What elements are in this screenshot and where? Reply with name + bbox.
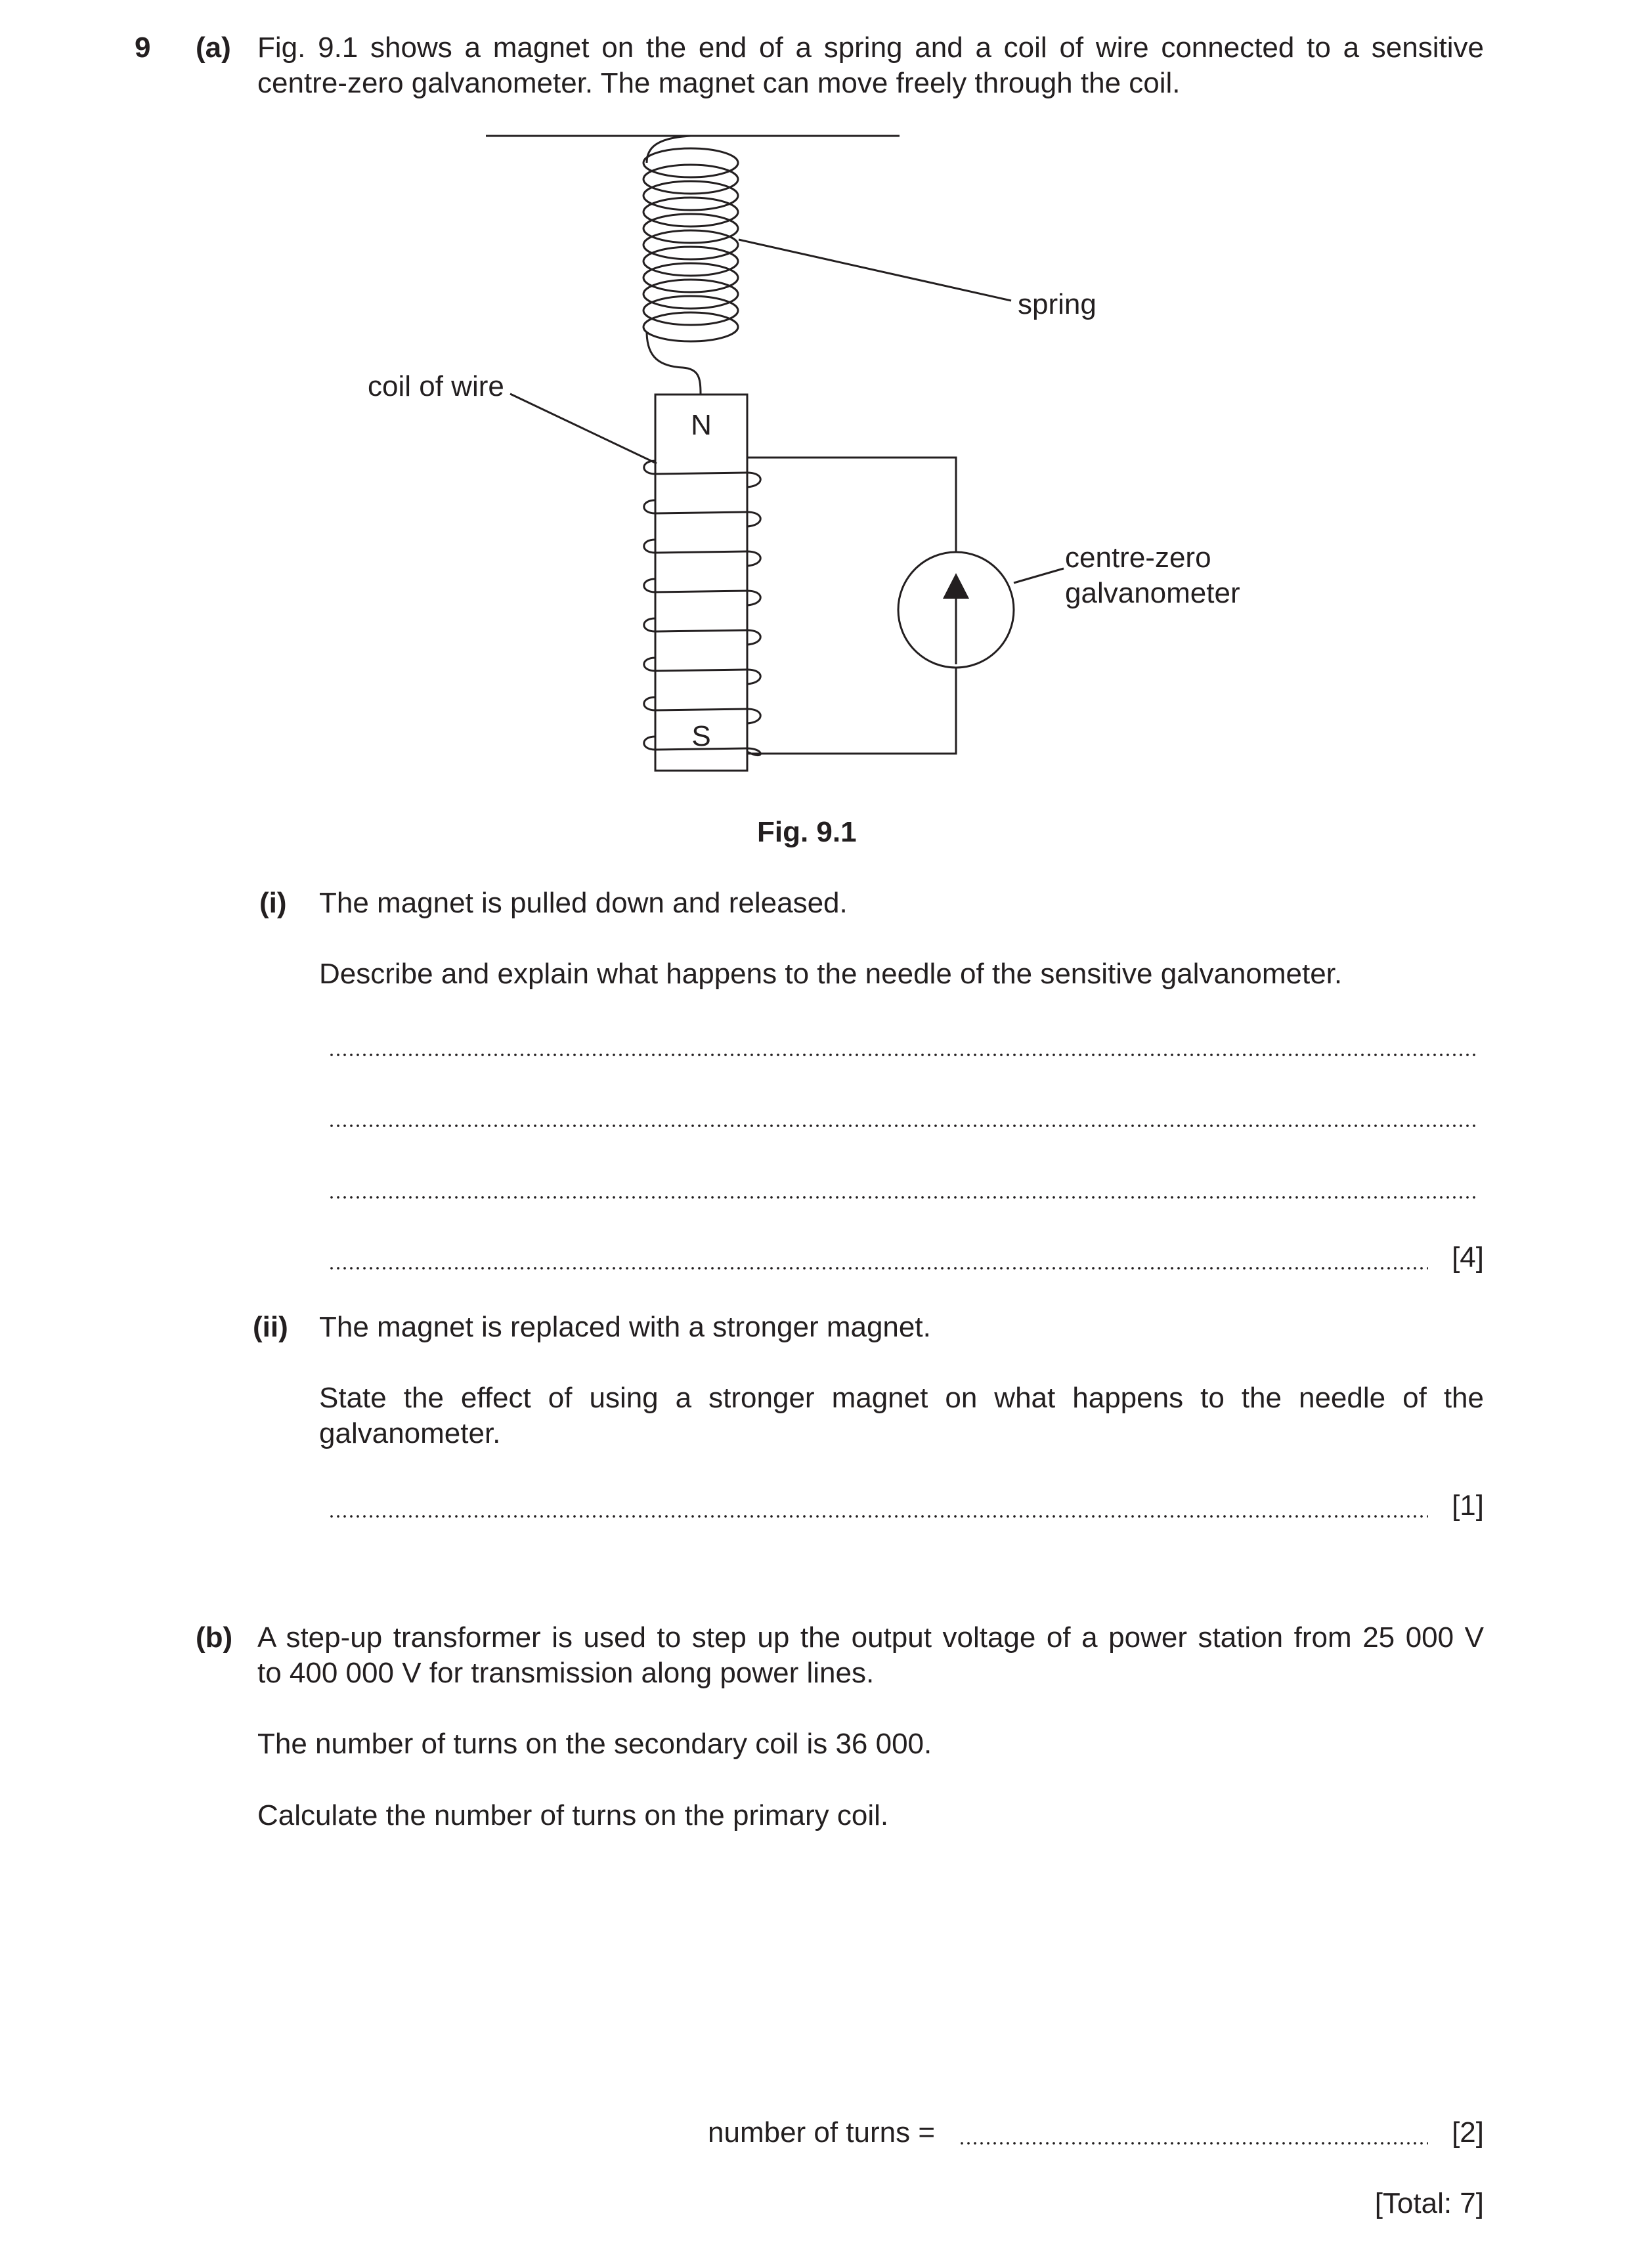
galvanometer-label-line1: centre-zero bbox=[1065, 542, 1211, 574]
figure-9-1-diagram bbox=[0, 0, 1629, 801]
coil-label: coil of wire bbox=[368, 370, 504, 402]
spring-coil bbox=[643, 148, 738, 341]
magnet-north-pole: N bbox=[691, 409, 712, 441]
circuit-wire-top bbox=[747, 458, 956, 551]
sub-i-text1: The magnet is pulled down and released. bbox=[319, 887, 848, 919]
part-b-text1-line1: A step-up transformer is used to step up the output voltage of a power station from 25 000 V bbox=[257, 1621, 1484, 1654]
part-a-intro-line2: centre-zero galvanometer. The magnet can move freely through the coil. bbox=[257, 67, 1181, 99]
answer-line-i-4[interactable] bbox=[328, 1267, 1428, 1270]
sub-i-label: (i) bbox=[259, 887, 287, 919]
answer-line-i-2[interactable] bbox=[328, 1124, 1477, 1127]
coil-of-wire bbox=[644, 454, 761, 756]
sub-ii-label: (ii) bbox=[253, 1311, 288, 1343]
circuit-wire-bottom bbox=[747, 668, 956, 754]
part-a-intro-line1: Fig. 9.1 shows a magnet on the end of a spring and a coil of wire connected to a sensitive bbox=[257, 32, 1484, 64]
galvanometer-label-line2: galvanometer bbox=[1065, 577, 1240, 609]
part-b-text3: Calculate the number of turns on the primary coil. bbox=[257, 1799, 889, 1831]
question-number: 9 bbox=[135, 32, 151, 64]
part-a-label: (a) bbox=[196, 32, 231, 64]
answer-line-i-1[interactable] bbox=[328, 1054, 1477, 1056]
galvanometer-needle-arrow bbox=[943, 573, 969, 599]
spring-label: spring bbox=[1018, 288, 1097, 320]
magnet-south-pole: S bbox=[691, 720, 711, 752]
part-b-label: (b) bbox=[196, 1621, 233, 1654]
figure-caption: Fig. 9.1 bbox=[757, 816, 857, 848]
answer-line-ii-1[interactable] bbox=[328, 1515, 1428, 1518]
coil-leader-line bbox=[510, 394, 657, 463]
sub-i-text2: Describe and explain what happens to the needle of the sensitive galvanometer. bbox=[319, 958, 1343, 990]
part-b-marks: [2] bbox=[1452, 2116, 1484, 2149]
part-b-text1-line2: to 400 000 V for transmission along power lines. bbox=[257, 1657, 875, 1689]
answer-line-b[interactable] bbox=[959, 2142, 1428, 2145]
sub-ii-text1: The magnet is replaced with a stronger magnet. bbox=[319, 1311, 931, 1343]
answer-label: number of turns = bbox=[708, 2116, 936, 2149]
total-marks: [Total: 7] bbox=[1374, 2187, 1484, 2219]
magnet-bar bbox=[655, 395, 747, 771]
sub-ii-text2-line2: galvanometer. bbox=[319, 1417, 501, 1449]
sub-ii-marks: [1] bbox=[1452, 1489, 1484, 1522]
sub-i-marks: [4] bbox=[1452, 1241, 1484, 1273]
part-b-text2: The number of turns on the secondary coil is 36 000. bbox=[257, 1728, 932, 1760]
spring-leader-line bbox=[739, 240, 1011, 301]
sub-ii-text2-line1: State the effect of using a stronger magnet on what happens to the needle of the bbox=[319, 1382, 1484, 1414]
answer-line-i-3[interactable] bbox=[328, 1196, 1477, 1199]
galvanometer-leader-line bbox=[1014, 568, 1064, 583]
